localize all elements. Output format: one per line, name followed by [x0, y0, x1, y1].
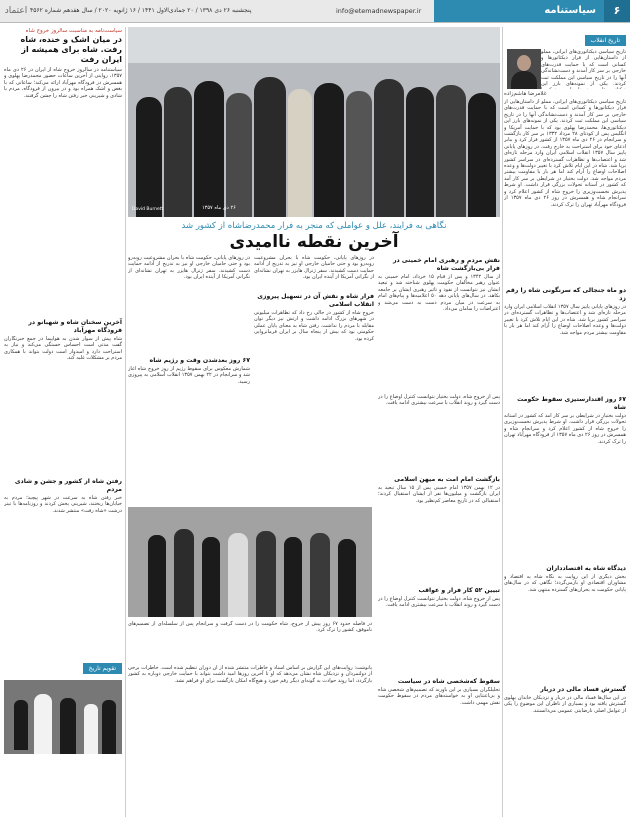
body-text: بخش دیگری از این روایت به نگاه شاه به اقتصاد و مشاوران اقتصادی او بازمی‌گردد؛ نگاهی که در سال‌های پایانی حکومت به بحران‌های گسترده منتهی شد.	[504, 574, 626, 593]
main-column-2	[254, 255, 374, 505]
intro-text: تاریخ سیاسی دیکتاتوری‌های ایرانی، مملو از داستان‌هایی از فرار دیکتاتورها و کسانی است که با حمایت قدرت‌های خارجی بر سر کار آمدند و دست‌نشاندگی آنها را در تاریخ سیاسی این مملکت ثبت کردند. یکی از نمونه‌های بارز این	[541, 49, 626, 88]
main-photo	[128, 27, 500, 217]
date-line: پنجشنبه ۲۶ دی ۱۳۹۸ / ۲۰ جمادی‌الاول ۱۴۴۱ / ۱۶ ژانویه ۲۰۲۰ / سال هفدهم شماره ۴۵۶۲	[30, 7, 252, 14]
main-story	[128, 27, 500, 775]
main-column-3	[128, 255, 250, 505]
body-text: از سال ۱۳۴۲ و پس از قیام ۱۵ خرداد، امام خمینی به عنوان رهبر مخالفان حکومت پهلوی شناخته شد و تبعید ایشان نیز نتوانست از نفوذ و تاثیر رهبری ایشان بر جامعه بکاهد. در سال‌های پایانی دهه ۵۰ اعلامیه‌ها و پیام‌های امام به سرعت در میان مردم دست به دست می‌شد و اعتراضات را سامان می‌داد.	[378, 274, 500, 313]
subheading: بازگشت امام امت به میهن اسلامی	[394, 476, 500, 483]
page-header	[0, 0, 630, 23]
subheading: ۶۷ روز اقتدارستیزی سقوط حکومت شاه	[517, 396, 626, 411]
photo-date: ۲۶ دی ماه ۱۳۵۷	[202, 205, 236, 211]
subheading: ۶۷ روز بعد‌شدن وقت و رژیم شاه	[149, 357, 250, 364]
body-text: شمارش معکوس برای سقوط رژیم از روز خروج شاه آغاز شد و سرانجام در ۲۲ بهمن ۱۳۵۷ انقلاب اسلامی به پیروزی رسید.	[128, 366, 250, 385]
section-title: سیاستنامه	[434, 0, 604, 22]
inline-photo	[128, 507, 372, 617]
left-title: در میان اشک و خنده، شاه رفت. شاه برای همیشه از ایران رفت	[20, 35, 122, 64]
subheading: نقش مردم و رهبری امام خمینی در فرار بی‌بازگشت شاه	[392, 257, 500, 272]
photo-credit: David Burnett	[132, 207, 164, 212]
footnote: پانوشت: روایت‌های این گزارش بر اساس اسناد و خاطرات منتشر شده از آن دوران تنظیم شده است. خاطرات برخی از دولتمردان و نزدیکان شاه نشان می‌دهد که او تا آخرین روزها امید داشت بتواند با حمایت خارجی دوباره به کشور بازگردد، اما روند حوادث به گونه‌ای دیگر رقم خورد و هیچ‌گاه امکان بازگشت برای او فراهم نشد.	[128, 665, 372, 684]
left-photo	[4, 680, 122, 754]
main-body	[128, 255, 500, 775]
intro-text-continued: تاریخ سیاسی دیکتاتوری‌های ایرانی، مملو از داستان‌هایی از فرار دیکتاتورها و کسانی است که با حمایت قدرت‌های خارجی بر سر کار آمدند و دست‌نشاندگی آنها را در تاریخ سیاسی این مملکت ثبت کردند. یکی از نمونه‌های بارز این دیکتاتوری‌ها، محمدرضا پهلوی بود که با حمایت آمریکا و انگلیس پس از کودتای ۲۸ مرداد ۱۳۳۲ بر سر کار بازگشت و سرانجام در ۲۶ دی ماه ۱۳۵۷ از کشور فرار کرد و بنابر ادعای خود برای استراحت به خارج رفت. در روزهای پایانی پاییز سال ۱۳۵۷ انقلاب اسلامی ایران وارد مرحله تازه‌ای شد و اعتصاب‌ها و تظاهرات گسترده‌ای در سراسر کشور برپا شد. شاه در این ایام تلاش کرد با تغییر دولت‌ها و وعده اصلاحات اوضاع را آرام کند اما هر بار با مقاومت بیشتر مردم مواجه شد. دولت بختیار در شرایطی بر سر کار آمد که کشور در آستانه تحولات بزرگی قرار داشت. او شرط پذیرش نخست‌وزیری را خروج شاه از کشور اعلام کرد و سرانجام شاه و همسرش در روز ۲۶ دی ماه ۱۳۵۷ از فرودگاه مهرآباد تهران را ترک کردند.	[504, 99, 626, 208]
left-column	[4, 27, 122, 754]
author-name: غلامرضا هاشم‌زاده	[504, 91, 547, 97]
subheading: گسترش فساد مالی در دربار	[540, 686, 626, 693]
body-text: پس از خروج شاه، دولت بختیار نتوانست کنترل اوضاع را در دست گیرد و روند انقلاب با سرعت بیشتری ادامه یافت.	[378, 394, 500, 407]
photo-caption: در فاصله حدود ۶۷ روز پیش از خروج، شاه حکومت را در دست گرفت و سرانجام پس از سلسله‌ای از تصمیم‌های ناموفق، کشور را ترک کرد.	[128, 621, 372, 634]
body-text: در ۱۲ بهمن ۱۳۵۷ امام خمینی پس از ۱۵ سال تبعید به ایران بازگشت و میلیون‌ها نفر از ایشان استقبال کردند؛ استقبالی که در تاریخ معاصر کم‌نظیر بود.	[378, 485, 500, 504]
column-rule	[125, 27, 126, 817]
body-text: دولت بختیار در شرایطی بر سر کار آمد که کشور در آستانه تحولات بزرگی قرار داشت. او شرط پذیرش نخست‌وزیری را خروج شاه از کشور اعلام کرد و سرانجام شاه و همسرش در روز ۲۶ دی ماه ۱۳۵۷ از فرودگاه مهرآباد تهران را ترک کردند.	[504, 413, 626, 445]
body-text: در روزهای پایانی، حکومت شاه با بحران مشروعیت روبه‌رو بود و حتی حامیان خارجی او نیز به تدریج از ادامه حمایت دست کشیدند. سفر ژنرال هایزر به تهران نشانه‌ای از نگرانی آمریکا از آینده ایران بود.	[128, 255, 250, 281]
author-photo	[507, 49, 541, 89]
body-text: پس از خروج شاه، دولت بختیار نتوانست کنترل اوضاع را در دست گیرد و روند انقلاب با سرعت بیشتری ادامه یافت.	[378, 596, 500, 609]
subheading: فرار شاه و نقش آن در تسهیل پیروزی انقلاب اسلامی	[257, 293, 374, 308]
column-rule	[502, 27, 503, 817]
main-headline: آخرین نقطه ناامیدی	[229, 232, 399, 252]
main-column-1	[378, 255, 500, 775]
body-text: تحلیلگران بسیاری بر این باورند که تصمیم‌های شخصی شاه و بی‌اعتنایی او به خواسته‌های مردم در سقوط حکومت نقش مهمی داشت.	[378, 687, 500, 706]
left-body-text: سیاستنامه در سالروز خروج شاه از ایران در ۲۶ دی ماه ۱۳۵۷، روایتی از آخرین ساعات حضور محمدرضا پهلوی و همسرش در فرودگاه مهرآباد ارائه می‌کند؛ ساعاتی که با بغض و اشک همراه بود و در بیرون از فرودگاه، مردم با شادی و شیرینی خبر رفتن شاه را جشن گرفتند.	[4, 67, 122, 99]
subheading: دو ماه جنجالی که سرنگونی شاه را رقم زد	[505, 287, 626, 302]
newspaper-logo: اعتماد	[4, 6, 28, 16]
subheading: سقوط که‌شخصی شاه در سیاست	[397, 678, 500, 685]
body-text: در روزهای پایانی، حکومت شاه با بحران مشروعیت روبه‌رو بود و حتی حامیان خارجی او نیز به تدریج از ادامه حمایت دست کشیدند. سفر ژنرال هایزر به تهران نشانه‌ای از نگرانی آمریکا از آینده ایران بود.	[254, 255, 374, 281]
column-tag: تاریخ انقلاب	[585, 35, 626, 46]
left-body-text: خبر رفتن شاه به سرعت در شهر پیچید؛ مردم به خیابان‌ها ریختند، شیرینی پخش کردند و روزنامه‌ها با تیتر درشت «شاه رفت» منتشر شدند.	[4, 495, 122, 514]
right-column	[504, 27, 626, 755]
subheading: دیدگاه شاه به اقتصادداران	[546, 565, 626, 572]
subheading: رفتن شاه از کشور و جشن و شادی مردم	[14, 478, 122, 493]
headline-kicker: نگاهی به فرایند، علل و عواملی که منجر به فرار محمدرضاشاه از کشور شد	[181, 221, 447, 231]
subheading: تبیین ۵۲ کار فرار و عواقب	[418, 587, 500, 594]
left-body-text: شاه پیش از سوار شدن به هواپیما در جمع خبرنگاران گفت مدتی است احساس خستگی می‌کند و نیاز به استراحت دارد و امیدوار است دولت بتواند با همکاری مردم بر مشکلات غلبه کند.	[4, 336, 122, 362]
email-address[interactable]: info@etemadnewspaper.ir	[336, 7, 422, 15]
subheading: آخرین سخنان شاه و شهبانو در فرودگاه مهرآباد	[28, 319, 122, 334]
body-text: در این سال‌ها فساد مالی در دربار و نزدیکان خاندان پهلوی گسترش یافته بود و بسیاری از ناظران این موضوع را یکی از عوامل اصلی نارضایتی عمومی می‌دانستند.	[504, 695, 626, 714]
body-text: در روزهای پایانی پاییز سال ۱۳۵۷ انقلاب اسلامی ایران وارد مرحله تازه‌ای شد و اعتصاب‌ها و تظاهرات گسترده‌ای در سراسر کشور برپا شد. شاه در این ایام تلاش کرد با تغییر دولت‌ها و وعده اصلاحات اوضاع را آرام کند اما هر بار با مقاومت بیشتر مردم مواجه شد.	[504, 304, 626, 336]
column-tag: تقویم تاریخ	[83, 663, 122, 674]
left-kicker: سیاست‌نامه به مناسبت سالروز خروج شاه	[25, 28, 122, 34]
page-number: ۶	[604, 0, 630, 22]
body-text: خروج شاه از کشور در حالی رخ داد که تظاهرات میلیونی در شهرهای بزرگ ادامه داشت و ارتش نیز دیگر توان مقابله با مردم را نداشت. رفتن شاه به معنای پایان عملی حکومتی بود که بیش از پنجاه سال بر ایران فرمانروایی کرده بود.	[254, 310, 374, 342]
